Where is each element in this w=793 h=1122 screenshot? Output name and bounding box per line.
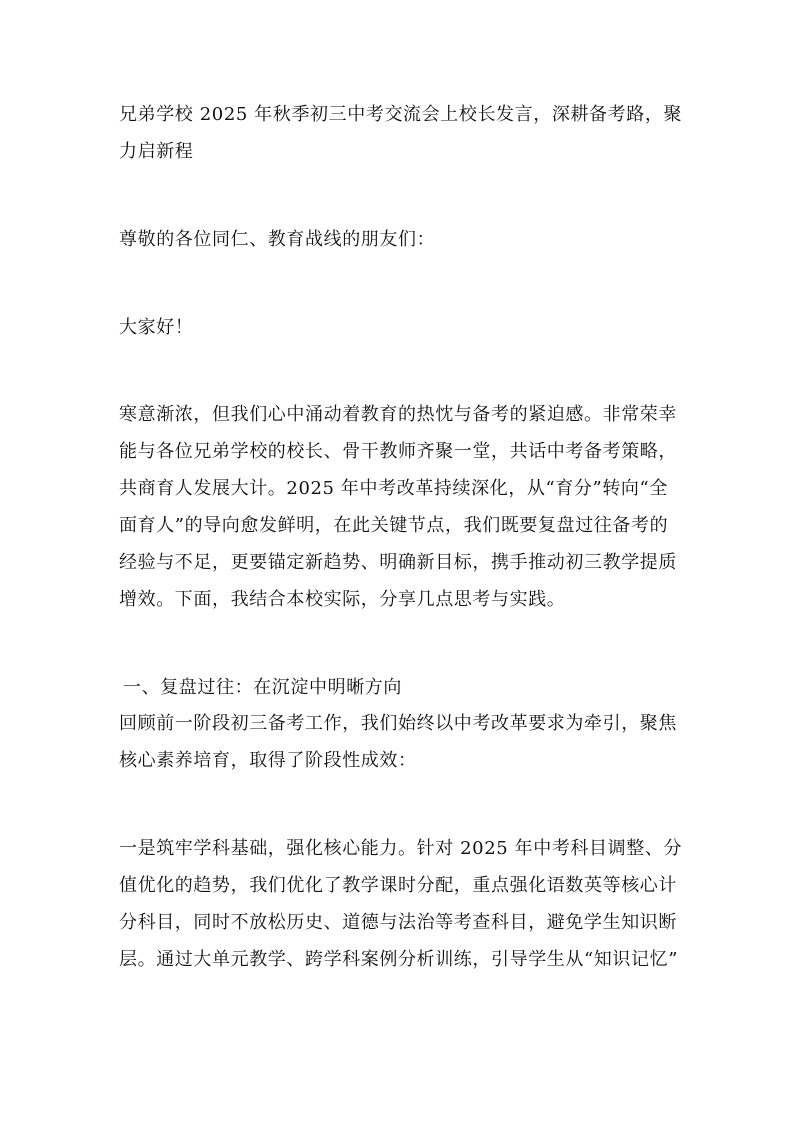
intro-line-1: 寒意渐浓，但我们心中涌动着教育的热忱与备考的紧迫感。非常荣幸 bbox=[119, 404, 677, 425]
document-title-line-1: 兄弟学校 2025 年秋季初三中考交流会上校长发言，深耕备考路，聚 bbox=[119, 104, 683, 125]
salutation: 尊敬的各位同仁、教育战线的朋友们： bbox=[119, 229, 436, 250]
point-1-line-1: 一是筑牢学科基础，强化核心能力。针对 2025 年中考科目调整、分 bbox=[119, 838, 683, 859]
point-1-line-3: 分科目，同时不放松历史、道德与法治等考查科目，避免学生知识断 bbox=[119, 912, 677, 933]
document-title-line-2: 力启新程 bbox=[119, 141, 194, 162]
intro-line-6: 增效。下面，我结合本校实际，分享几点思考与实践。 bbox=[119, 589, 566, 610]
section-1-line-1: 回顾前一阶段初三备考工作，我们始终以中考改革要求为牵引，聚焦 bbox=[119, 713, 677, 734]
intro-line-2: 能与各位兄弟学校的校长、骨干教师齐聚一堂，共话中考备考策略， bbox=[119, 441, 677, 462]
intro-line-5: 经验与不足，更要锚定新趋势、明确新目标，携手推动初三教学提质 bbox=[119, 552, 677, 573]
section-1-heading: 一、复盘过往：在沉淀中明晰方向 bbox=[123, 677, 402, 698]
point-1-line-2: 值优化的趋势，我们优化了教学课时分配，重点强化语数英等核心计 bbox=[119, 875, 677, 896]
intro-line-3: 共商育人发展大计。2025 年中考改革持续深化，从“育分”转向“全 bbox=[119, 478, 668, 499]
greeting: 大家好！ bbox=[119, 317, 194, 338]
section-1-line-2: 核心素养培育，取得了阶段性成效： bbox=[119, 750, 417, 771]
point-1-line-4: 层。通过大单元教学、跨学科案例分析训练，引导学生从“知识记忆” bbox=[119, 949, 679, 970]
intro-line-4: 面育人”的导向愈发鲜明，在此关键节点，我们既要复盘过往备考的 bbox=[119, 515, 669, 536]
